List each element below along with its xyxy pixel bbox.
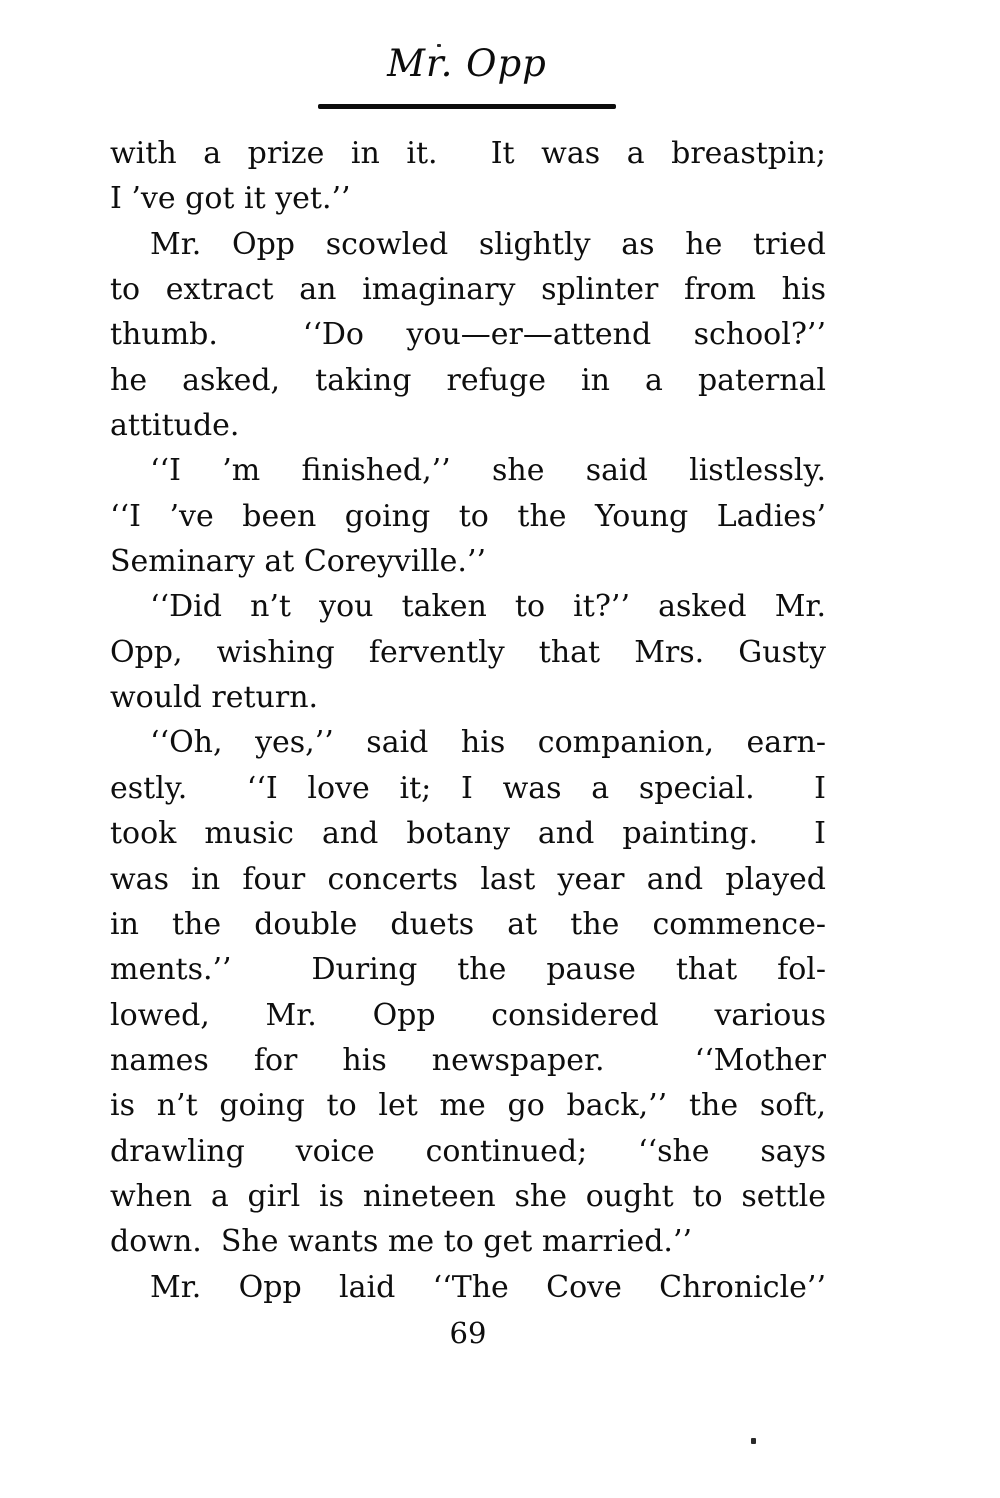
- text-line: estly. ‘‘I love it; I was a special. I: [110, 770, 826, 806]
- text-line: took music and botany and painting. I: [110, 816, 826, 852]
- text-line: would return.: [110, 680, 319, 716]
- text-line: lowed, Mr. Opp considered various: [110, 997, 826, 1033]
- text-line: Mr. Opp laid ‘‘The Cove Chronicle’’: [150, 1269, 826, 1305]
- text-line: names for his newspaper. ‘‘Mother: [110, 1042, 826, 1078]
- text-line: thumb. ‘‘Do you—er—attend school?’’: [110, 317, 826, 353]
- text-line: ‘‘I ’ve been going to the Young Ladies’: [110, 498, 826, 534]
- text-line: ‘‘Oh, yes,’’ said his companion, earn-: [150, 725, 826, 761]
- text-line: attitude.: [110, 408, 240, 444]
- text-line: down. She wants me to get married.’’: [110, 1224, 693, 1260]
- text-line: I ’ve got it yet.’’: [110, 181, 351, 217]
- text-line: was in four concerts last year and played: [110, 861, 826, 897]
- text-line: ‘‘I ’m finished,’’ she said listlessly.: [150, 453, 826, 489]
- page-number: 69: [449, 1316, 487, 1350]
- text-line: Seminary at Coreyville.’’: [110, 544, 487, 580]
- text-line: ments.’’ During the pause that fol-: [110, 952, 826, 988]
- page-header: [318, 42, 616, 85]
- text-line: in the double duets at the commence-: [110, 906, 826, 942]
- text-line: Opp, wishing fervently that Mrs. Gusty: [110, 634, 826, 670]
- text-line: ‘‘Did n’t you taken to it?’’ asked Mr.: [150, 589, 826, 625]
- text-line: to extract an imaginary splinter from his: [110, 272, 826, 308]
- running-title: Mr. Opp: [387, 42, 547, 85]
- text-line: when a girl is nineteen she ought to settle: [110, 1178, 826, 1214]
- text-line: is n’t going to let me go back,’’ the soft,: [110, 1088, 826, 1124]
- text-line: with a prize in it. It was a breastpin;: [110, 136, 826, 171]
- text-block: [110, 131, 826, 1310]
- text-line: he asked, taking refuge in a paternal: [110, 362, 826, 398]
- title-rule: [318, 104, 616, 109]
- text-line: drawling voice continued; ‘‘she says: [110, 1133, 826, 1169]
- scan-speck: [751, 1438, 756, 1444]
- text-line: Mr. Opp scowled slightly as he tried: [150, 226, 826, 262]
